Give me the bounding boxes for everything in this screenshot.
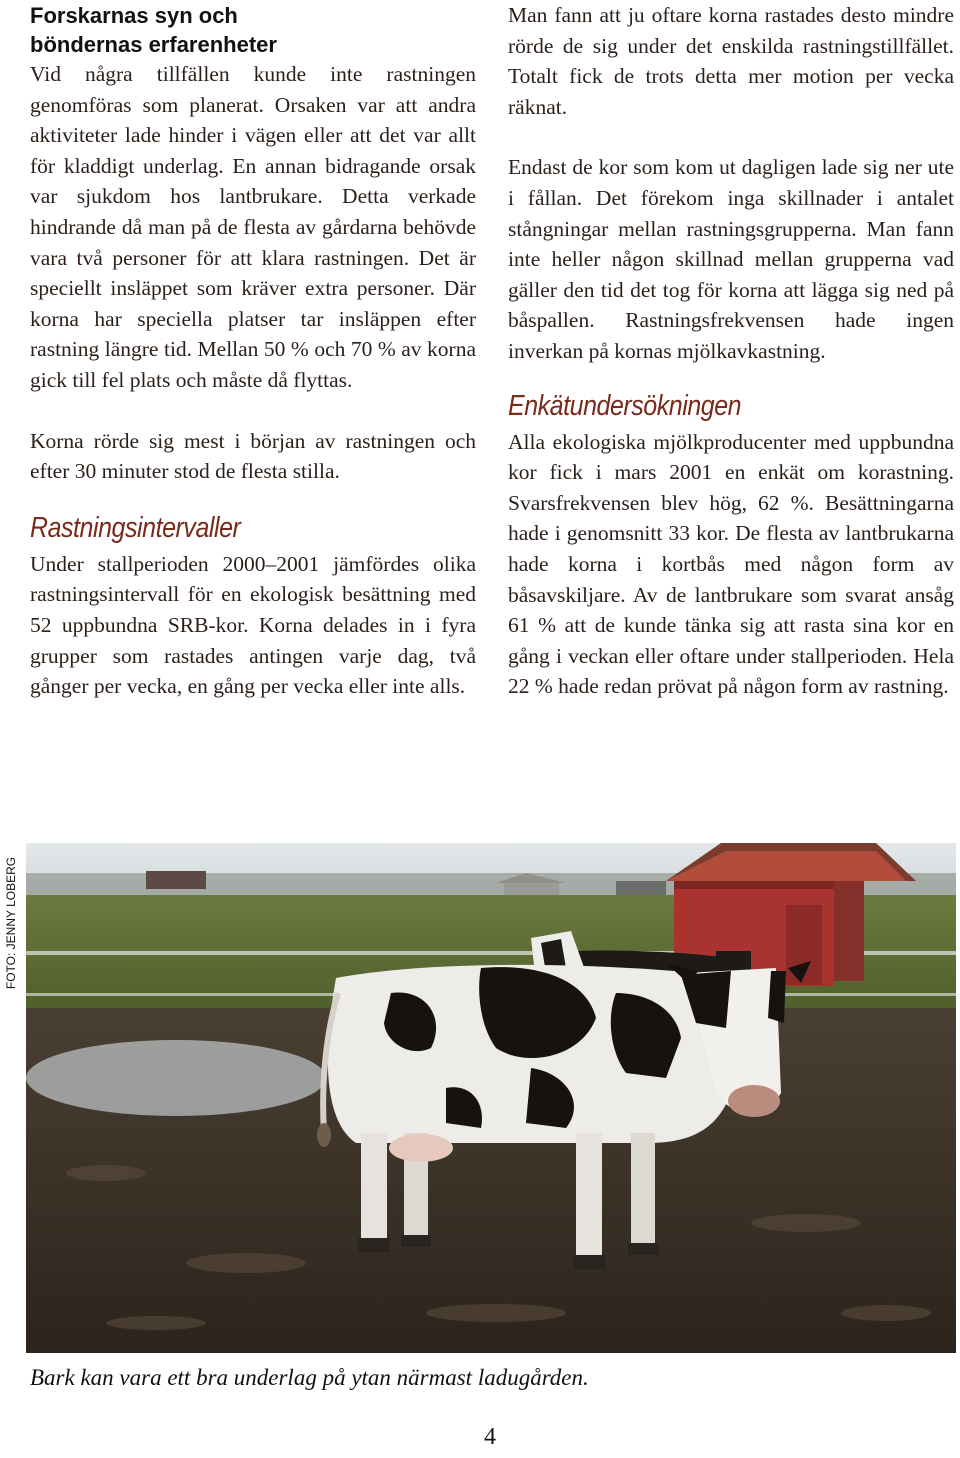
section-heading-bold: Forskarnas syn och böndernas erfarenheter <box>30 3 277 57</box>
right-column <box>508 0 954 702</box>
photo-caption: Bark kan vara ett bra underlag på ytan närmast ladugården. <box>30 1365 589 1390</box>
cow-photo-illustration <box>26 843 956 1353</box>
puddle <box>26 1040 326 1116</box>
section-heading: Enkätundersökningen <box>508 389 742 422</box>
left-column <box>30 0 476 702</box>
paragraph: Vid några tillfällen kunde inte rastningen genomföras som planerat. Orsaken var att andra aktiviteter lade hinder i vägen eller att det var allt för kladdigt underlag. En annan bidragande orsak var sjukdom hos lantbrukare. Detta verkade hindrande då man på de flesta av gårdarna behövde vara två personer för att klara rastningen. Det är speciellt insläppet som kräver extra personer. Där korna har speciella platser tar insläppen efter rastning längre tid. Mellan 50 % och 70 % av korna gick till fel plats och måste då flyttas. <box>30 62 476 392</box>
section-heading: Rastningsintervaller <box>30 511 241 544</box>
cow-photo <box>26 843 956 1353</box>
spacer <box>508 367 954 389</box>
paragraph: Korna rörde sig mest i början av rastningen och efter 30 minuter stod de flesta stilla. <box>30 428 476 484</box>
paragraph: Endast de kor som kom ut dagligen lade sig ner ute i fållan. Det förekom inga skillnader i antalet stångningar mellan rastningsgrupperna. Man fann inte heller någon skillnad mellan grupperna vad gäller den tid det tog för korna att lägga sig ned på båspallen. Rastningsfrekvensen hade ingen inverkan på kornas mjölkavkastning. <box>508 155 954 363</box>
paragraph: Under stallperioden 2000–2001 jämfördes olika rastningsintervall för en ekologisk besättning med 52 uppbundna SRB-kor. Korna delades in i fyra grupper som rastades antingen varje dag, två gånger per vecka, en gång per vecka eller inte alls. <box>30 551 476 699</box>
spacer <box>30 487 476 511</box>
page-number: 4 <box>484 1424 496 1450</box>
spacer <box>30 396 476 426</box>
photo-credit-text: FOTO: JENNY LOBERG <box>4 856 18 990</box>
spacer <box>508 122 954 152</box>
paragraph: Alla ekologiska mjölkproducenter med uppbundna kor fick i mars 2001 en enkät om korastning. Svarsfrekvensen blev hög, 62 %. Besättningarna hade i genomsnitt 33 kor. De flesta av lantbrukarna hade korna i kortbås med någon form av båsavskiljare. Av de lantbrukare som svarat ansåg 61 % att de kunde tänka sig att rasta sina kor en gång i veckan eller oftare under stallperioden. Hela 22 % hade redan prövat på någon form av rastning. <box>508 429 954 699</box>
paragraph: Man fann att ju oftare korna rastades desto mindre rörde de sig under det enskilda rastningstillfället. Totalt fick de trots detta mer motion per vecka räknat. <box>508 3 954 119</box>
photo-credit <box>1 843 21 1003</box>
